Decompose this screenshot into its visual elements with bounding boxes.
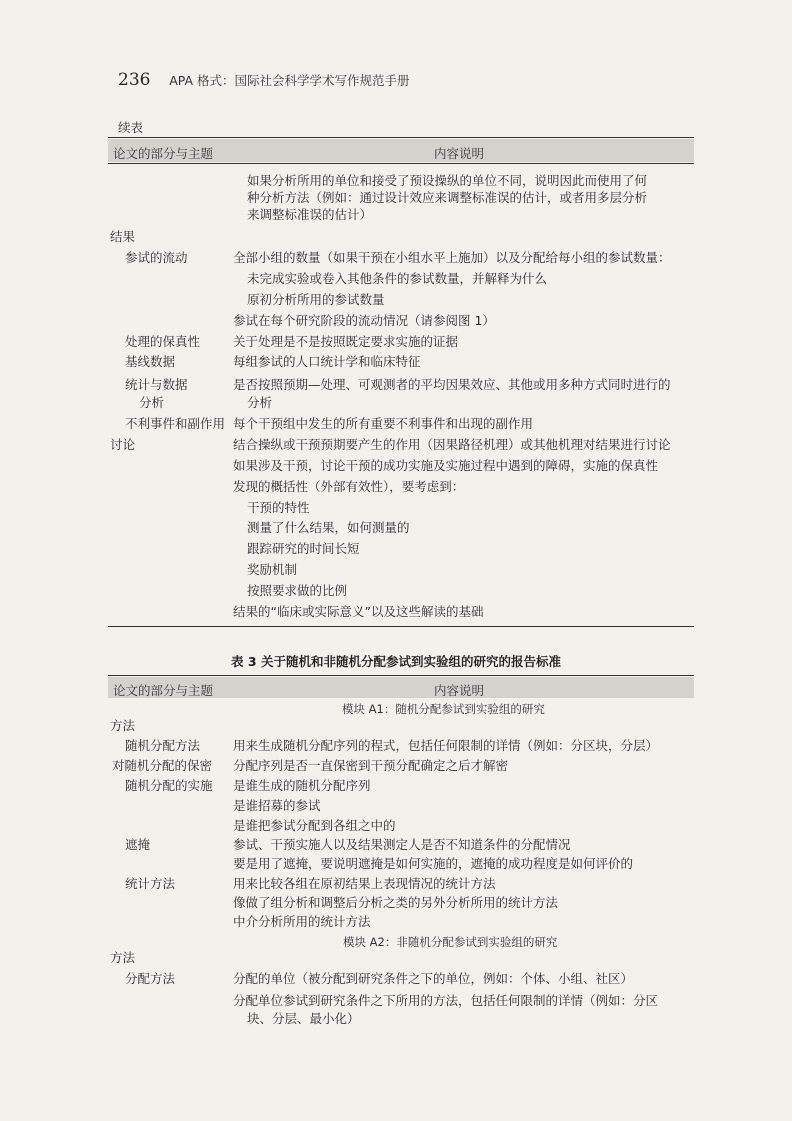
table-cell: 结果的“临床或实际意义”以及这些解读的基础 bbox=[233, 604, 484, 619]
continued-label: 续表 bbox=[118, 120, 144, 135]
table-row-label: 统计与数据 bbox=[125, 377, 188, 392]
table-caption: 表 3 关于随机和非随机分配参试到实验组的研究的报告标准 bbox=[231, 654, 561, 669]
table-cell: 是否按照预期—处理、可观测者的平均因果效应、其他或用多种方式同时进行的 bbox=[233, 377, 671, 392]
table-cell: 未完成实验或卷入其他条件的参试数量，并解释为什么 bbox=[247, 271, 548, 286]
table-cell: 像做了组分析和调整后分析之类的另外分析所用的统计方法 bbox=[233, 895, 559, 910]
top-table-header-rule bbox=[108, 163, 694, 164]
table-cell: 测量了什么结果，如何测量的 bbox=[247, 520, 410, 535]
table-cell: 发现的概括性（外部有效性），要考虑到： bbox=[233, 479, 465, 494]
table-cell: 是谁生成的随机分配序列 bbox=[233, 778, 371, 793]
table-cell: 干预的特性 bbox=[247, 500, 310, 515]
top-col-header-content: 内容说明 bbox=[434, 146, 485, 161]
table-row-label: 遮掩 bbox=[125, 837, 151, 852]
table-cell: 块、分层、最小化） bbox=[247, 1011, 360, 1026]
module-a2-heading: 模块 A2：非随机分配参试到实验组的研究 bbox=[343, 935, 558, 949]
table-row-label: 对随机分配的保密 bbox=[112, 758, 213, 773]
table-cell: 按照要求做的比例 bbox=[247, 583, 348, 598]
table-row-label: 参试的流动 bbox=[125, 250, 188, 265]
table-cell: 如果分析所用的单位和接受了预设操纵的单位不同，说明因此而使用了何 bbox=[247, 173, 648, 188]
top-col-header-section: 论文的部分与主题 bbox=[113, 146, 214, 161]
table-row-label: 方法 bbox=[110, 950, 136, 965]
table-row-label: 处理的保真性 bbox=[125, 334, 201, 349]
table-row-label: 基线数据 bbox=[125, 354, 176, 369]
page-number: 236 bbox=[118, 70, 151, 90]
table3-col-header-content: 内容说明 bbox=[434, 683, 485, 698]
table-cell: 中介分析所用的统计方法 bbox=[233, 914, 371, 929]
table-cell: 奖励机制 bbox=[247, 562, 298, 577]
table-cell: 分配序列是否一直保密到干预分配确定之后才解密 bbox=[233, 758, 509, 773]
table-row-label: 分析 bbox=[139, 395, 165, 410]
table-cell: 如果涉及干预，讨论干预的成功实施及实施过程中遇到的障碍，实施的保真性 bbox=[233, 458, 659, 473]
top-table-top-rule bbox=[108, 137, 694, 138]
table-row-label: 随机分配的实施 bbox=[125, 778, 213, 793]
table-cell: 关于处理是不是按照既定要求实施的证据 bbox=[233, 334, 459, 349]
running-title: APA 格式：国际社会科学学术写作规范手册 bbox=[169, 73, 410, 88]
table-row-label: 方法 bbox=[110, 718, 136, 733]
table-row-label: 统计方法 bbox=[125, 876, 176, 891]
table-cell: 种分析方法（例如：通过设计效应来调整标准误的估计，或者用多层分析 bbox=[247, 190, 648, 205]
table-row-label: 不利事件和副作用 bbox=[125, 416, 226, 431]
running-header bbox=[118, 70, 410, 90]
table-cell: 用来比较各组在原初结果上表现情况的统计方法 bbox=[233, 876, 496, 891]
table-cell: 每组参试的人口统计学和临床特征 bbox=[233, 354, 421, 369]
table-row-label: 分配方法 bbox=[125, 971, 176, 986]
module-a1-heading: 模块 A1：随机分配参试到实验组的研究 bbox=[342, 702, 545, 716]
table-cell: 是谁把参试分配到各组之中的 bbox=[233, 818, 396, 833]
table-cell: 是谁招募的参试 bbox=[233, 798, 321, 813]
table-cell: 用来生成随机分配序列的程式，包括任何限制的详情（例如：分区块，分层） bbox=[233, 738, 659, 753]
top-table-bottom-rule bbox=[108, 626, 694, 627]
table-cell: 原初分析所用的参试数量 bbox=[247, 292, 385, 307]
table-cell: 来调整标准误的估计） bbox=[247, 207, 373, 222]
table-row-label: 讨论 bbox=[110, 437, 136, 452]
table-cell: 分配单位参试到研究条件之下所用的方法，包括任何限制的详情（例如：分区 bbox=[233, 993, 659, 1008]
table-cell: 结合操纵或干预预期要产生的作用（因果路径机理）或其他机理对结果进行讨论 bbox=[233, 437, 671, 452]
table-cell: 每个干预组中发生的所有重要不利事件和出现的副作用 bbox=[233, 416, 534, 431]
table-cell: 分配的单位（被分配到研究条件之下的单位，例如：个体、小组、社区） bbox=[233, 971, 634, 986]
table3-top-rule bbox=[108, 675, 694, 676]
table-row-label: 结果 bbox=[110, 229, 136, 244]
table-cell: 分析 bbox=[247, 395, 273, 410]
table-cell: 要是用了遮掩，要说明遮掩是如何实施的，遮掩的成功程度是如何评价的 bbox=[233, 856, 634, 871]
table-cell: 参试在每个研究阶段的流动情况（请参阅图 1） bbox=[233, 313, 495, 328]
table3-col-header-section: 论文的部分与主题 bbox=[113, 683, 214, 698]
table-row-label: 随机分配方法 bbox=[125, 738, 201, 753]
table-cell: 参试、干预实施人以及结果测定人是否不知道条件的分配情况 bbox=[233, 837, 571, 852]
table-cell: 跟踪研究的时间长短 bbox=[247, 541, 360, 556]
table-cell: 全部小组的数量（如果干预在小组水平上施加）以及分配给每小组的参试数量： bbox=[233, 250, 671, 265]
